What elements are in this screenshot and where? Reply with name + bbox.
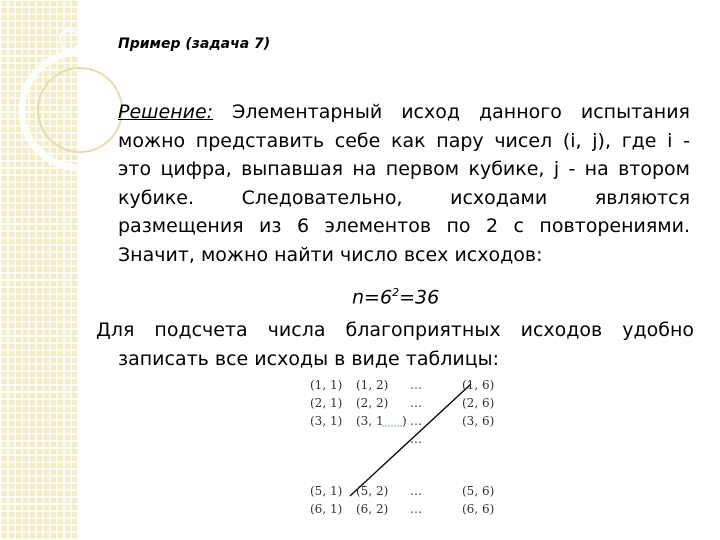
intro-line-1: Для подсчета числа благоприятных исходов удобно xyxy=(96,319,694,341)
table-cell: (2, 2) xyxy=(356,396,389,410)
table-cell: … xyxy=(410,378,422,392)
solution-line-3: это цифра, выпавшая на первом кубике, j - на втором xyxy=(118,158,690,181)
solution-line-2: можно представить себе как пару чисел (i, j), где i - xyxy=(118,129,690,152)
table-cell: (3, 6) xyxy=(462,414,495,428)
table-cell: (5, 2) xyxy=(356,484,389,498)
table-cell: (2, 1) xyxy=(310,396,343,410)
solution-paragraph xyxy=(118,98,690,270)
solution-line-6: Значит, можно найти число всех исходов: xyxy=(118,243,543,266)
outcome-count-equation: $n=6^2=36$ xyxy=(352,286,440,309)
table-cell: (1, 1) xyxy=(310,378,343,392)
table-cell: (6, 2) xyxy=(356,502,389,516)
solution-line-5: размещения из 6 элементов по 2 с повторениями. xyxy=(118,215,690,238)
table-cell: (6, 1) xyxy=(310,502,343,516)
table-cell: (1, 2) xyxy=(356,378,389,392)
table-cell: … xyxy=(410,396,422,410)
solution-line-4: кубике. Следовательно, исходами являются xyxy=(118,186,690,209)
slide-title: Пример (задача 7) xyxy=(118,36,271,52)
table-cell: (5, 6) xyxy=(462,484,495,498)
intro-line-2: записать все исходы в виде таблицы: xyxy=(118,347,500,370)
table-cell: (3, 1 xyxy=(356,414,384,428)
table-cell: … xyxy=(410,414,422,428)
table-cell: … xyxy=(410,484,422,498)
table-cell: (3, 1) xyxy=(310,414,343,428)
solution-line-1: Решение: Элементарный исход данного испытания xyxy=(118,101,690,123)
table-cell: (2, 6) xyxy=(462,396,495,410)
outcomes-table xyxy=(296,376,514,518)
table-cell: … xyxy=(410,502,422,516)
table-cell: (6, 6) xyxy=(462,502,495,516)
table-cell: … xyxy=(410,432,422,446)
table-cell: (1, 6) xyxy=(462,378,495,392)
table-cell: (5, 1) xyxy=(310,484,343,498)
table-cell: ) xyxy=(402,414,407,428)
table-intro-paragraph xyxy=(96,316,694,373)
solution-label: Решение: xyxy=(118,101,214,123)
